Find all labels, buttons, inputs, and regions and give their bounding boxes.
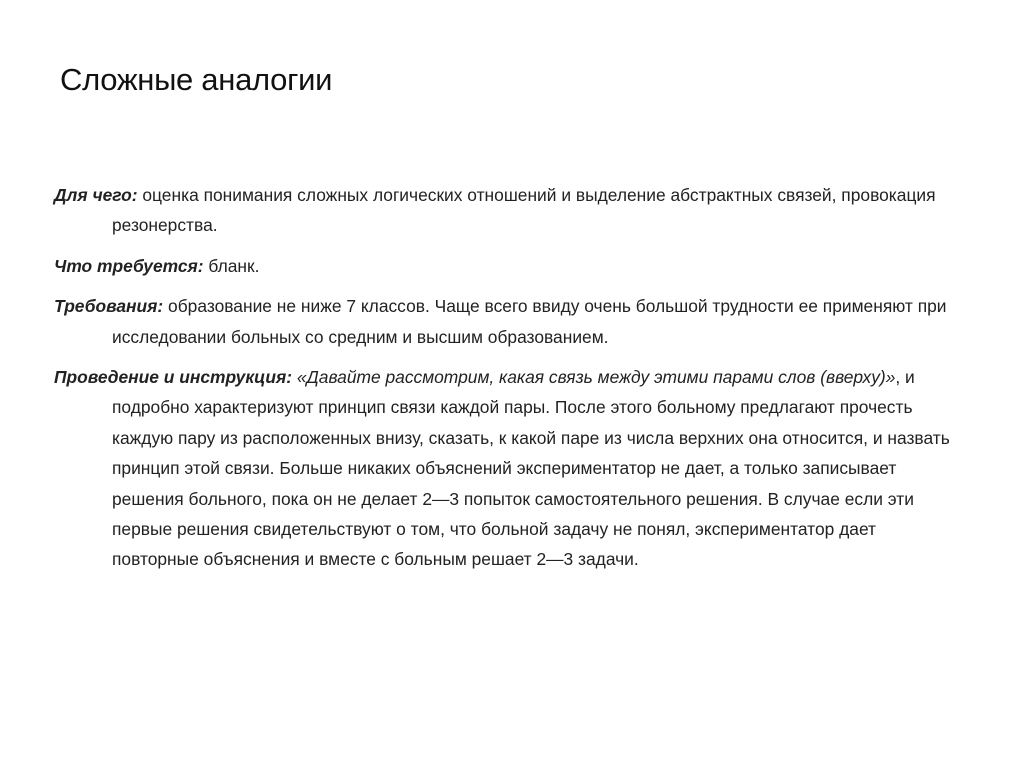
paragraph-requirements — [54, 291, 959, 352]
procedure-quote: «Давайте рассмотрим, какая связь между этими парами слов (вверху)» — [292, 367, 896, 388]
paragraph-procedure — [54, 362, 959, 575]
paragraph-purpose — [54, 180, 959, 241]
slide-title: Сложные аналогии — [60, 62, 333, 97]
requirements-text: образование не ниже 7 классов. Чаще всего ввиду очень большой трудности ее применяют при исследовании больных со средним и высшим образованием. — [112, 296, 947, 347]
required-text: бланк. — [203, 255, 260, 276]
procedure-text: , и подробно характеризуют принцип связи каждой пары. После этого больному предлагают прочесть каждую пару из расположенных внизу, сказать, к какой паре из числа верхних она относится, и назвать принцип этой связи. Больше никаких объяснений экспериментатор не дает, а только записывает решения больного, пока он не делает 2—3 попыток самостоятельного решения. В случае если эти первые решения свидетельствуют о том, что больной задачу не понял, экспериментатор дает повторные объяснения и вместе с больным решает 2—3 задачи. — [112, 367, 950, 570]
paragraph-required — [54, 251, 959, 281]
purpose-label: Для чего: — [54, 185, 138, 205]
required-label: Что требуется: — [54, 255, 204, 276]
requirements-label: Требования: — [54, 296, 164, 317]
purpose-text: оценка понимания сложных логических отношений и выделение абстрактных связей, провокация резонерства. — [112, 185, 936, 236]
slide-body — [54, 180, 959, 585]
procedure-label: Проведение и инструкция: — [54, 367, 293, 388]
